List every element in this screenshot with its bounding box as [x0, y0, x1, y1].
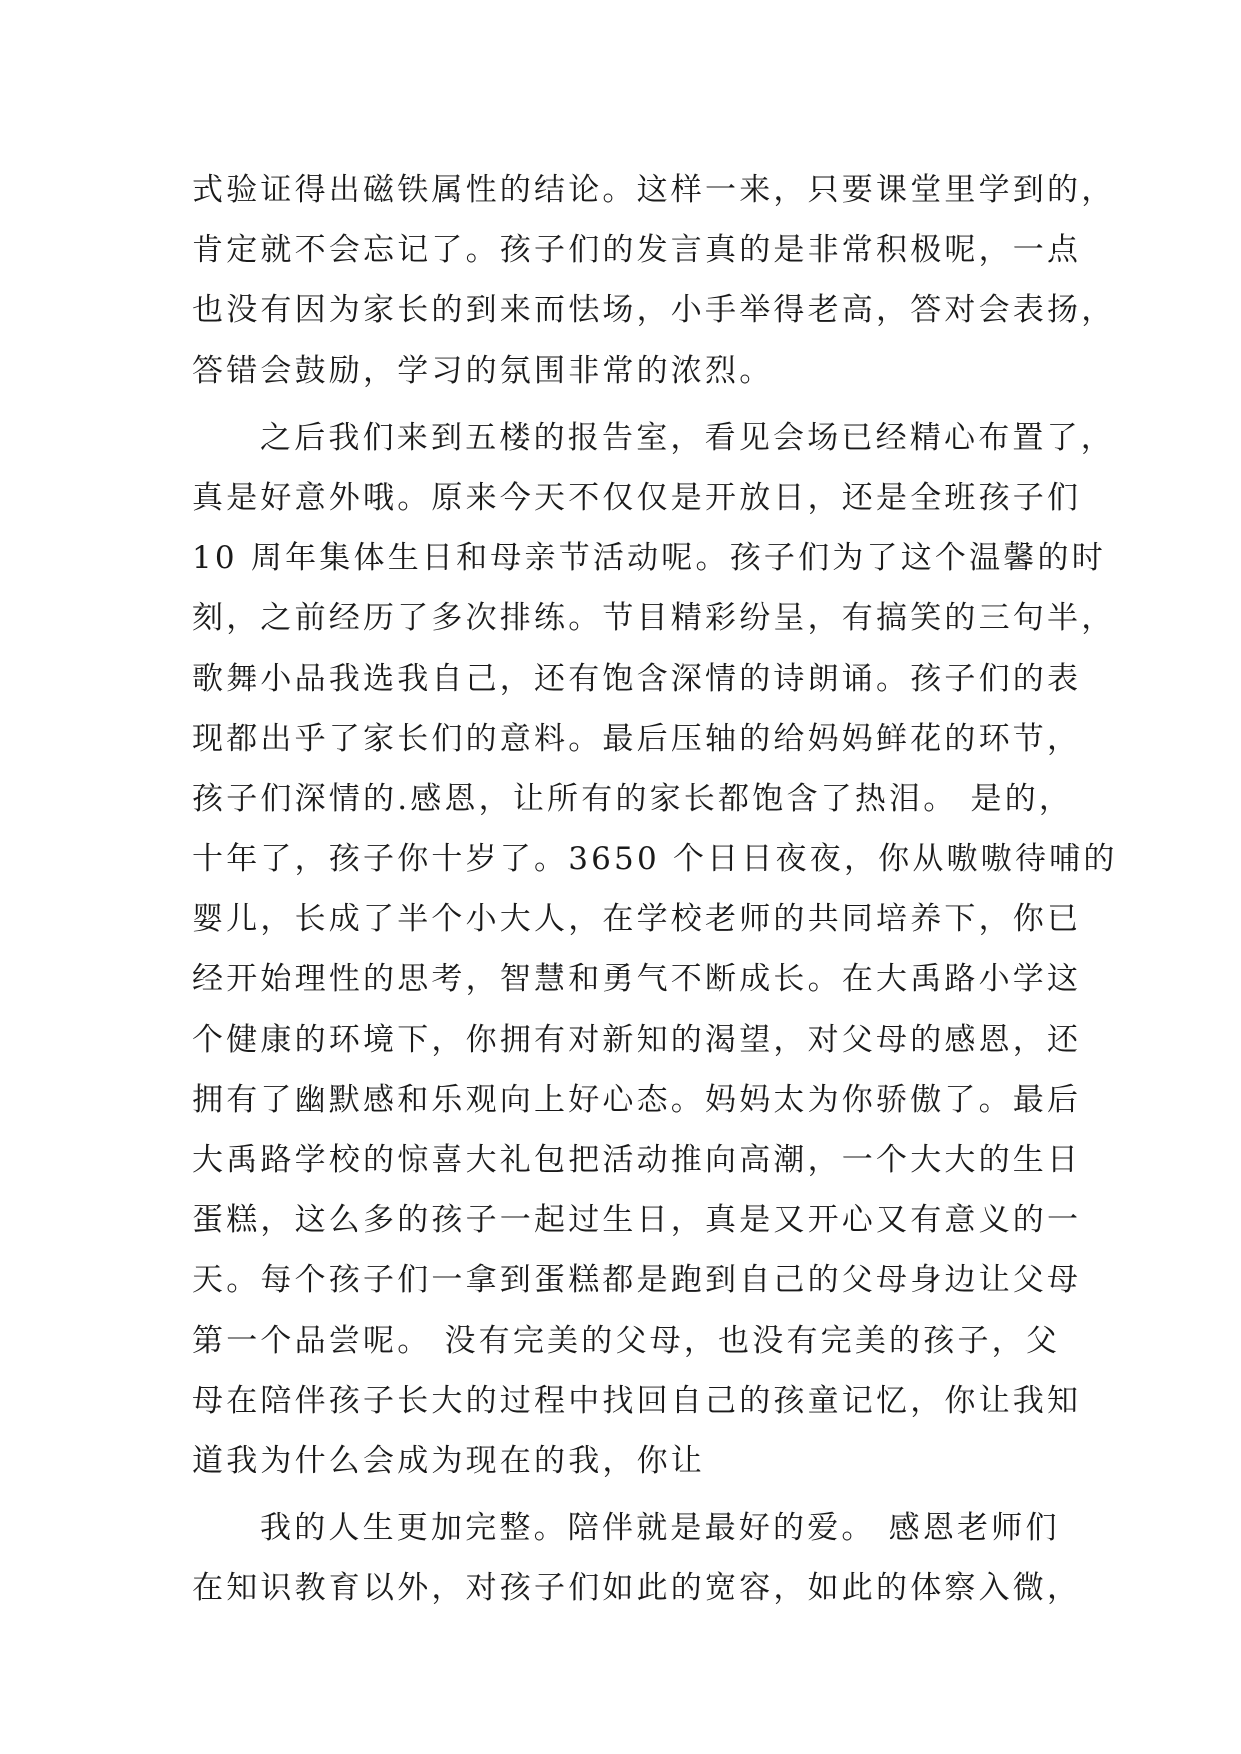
body-text	[192, 160, 1118, 1619]
text-line: 大禹路学校的惊喜大礼包把活动推向高潮，一个大大的生日	[192, 1142, 1082, 1178]
text-line: 式验证得出磁铁属性的结论。这样一来，只要课堂里学到的，	[192, 172, 1116, 208]
text-line: 第一个品尝呢。 没有完美的父母，也没有完美的孩子，父	[192, 1322, 1061, 1359]
text-line: 拥有了幽默感和乐观向上好心态。妈妈太为你骄傲了。最后	[192, 1081, 1082, 1118]
text-line: 歌舞小品我选我自己，还有饱含深情的诗朗诵。孩子们的表	[192, 660, 1082, 697]
text-line: 肯定就不会忘记了。孩子们的发言真的是非常积极呢，一点	[192, 232, 1082, 269]
text-line: 天。每个孩子们一拿到蛋糕都是跑到自己的父母身边让父母	[192, 1262, 1082, 1299]
text-line: 十年了，孩子你十岁了。3650 个日日夜夜，你从嗷嗷待哺的	[192, 841, 1118, 878]
text-line: 道我为什么会成为现在的我，你让	[192, 1442, 705, 1479]
text-line: 也没有因为家长的到来而怯场，小手举得老高，答对会表扬，	[192, 292, 1116, 329]
text-line: 个健康的环境下，你拥有对新知的渴望，对父母的感恩，还	[192, 1021, 1082, 1058]
text-line: 之后我们来到五楼的报告室，看见会场已经精心布置了，	[260, 419, 1115, 456]
text-line: 现都出乎了家长们的意料。最后压轴的给妈妈鲜花的环节，	[192, 720, 1082, 757]
paragraph	[192, 160, 1116, 401]
paragraph	[192, 408, 1118, 1491]
text-line: 答错会鼓励，学习的氛围非常的浓烈。	[192, 352, 774, 389]
text-line: 在知识教育以外，对孩子们如此的宽容，如此的体察入微，	[192, 1570, 1082, 1607]
text-line: 真是好意外哦。原来今天不仅仅是开放日，还是全班孩子们	[192, 479, 1082, 516]
text-line: 10 周年集体生日和母亲节活动呢。孩子们为了这个温馨的时	[192, 540, 1106, 577]
text-line: 蛋糕，这么多的孩子一起过生日，真是又开心又有意义的一	[192, 1202, 1082, 1239]
paragraph	[192, 1498, 1082, 1618]
text-line: 我的人生更加完整。陪伴就是最好的爱。 感恩老师们	[260, 1510, 1060, 1547]
text-line: 刻，之前经历了多次排练。节目精彩纷呈，有搞笑的三句半，	[192, 600, 1116, 637]
text-line: 母在陪伴孩子长大的过程中找回自己的孩童记忆，你让我知	[192, 1382, 1082, 1419]
text-line: 孩子们深情的.感恩，让所有的家长都饱含了热泪。 是的，	[192, 780, 1074, 817]
text-line: 婴儿，长成了半个小大人，在学校老师的共同培养下，你已	[192, 901, 1082, 938]
text-line: 经开始理性的思考，智慧和勇气不断成长。在大禹路小学这	[192, 961, 1082, 998]
